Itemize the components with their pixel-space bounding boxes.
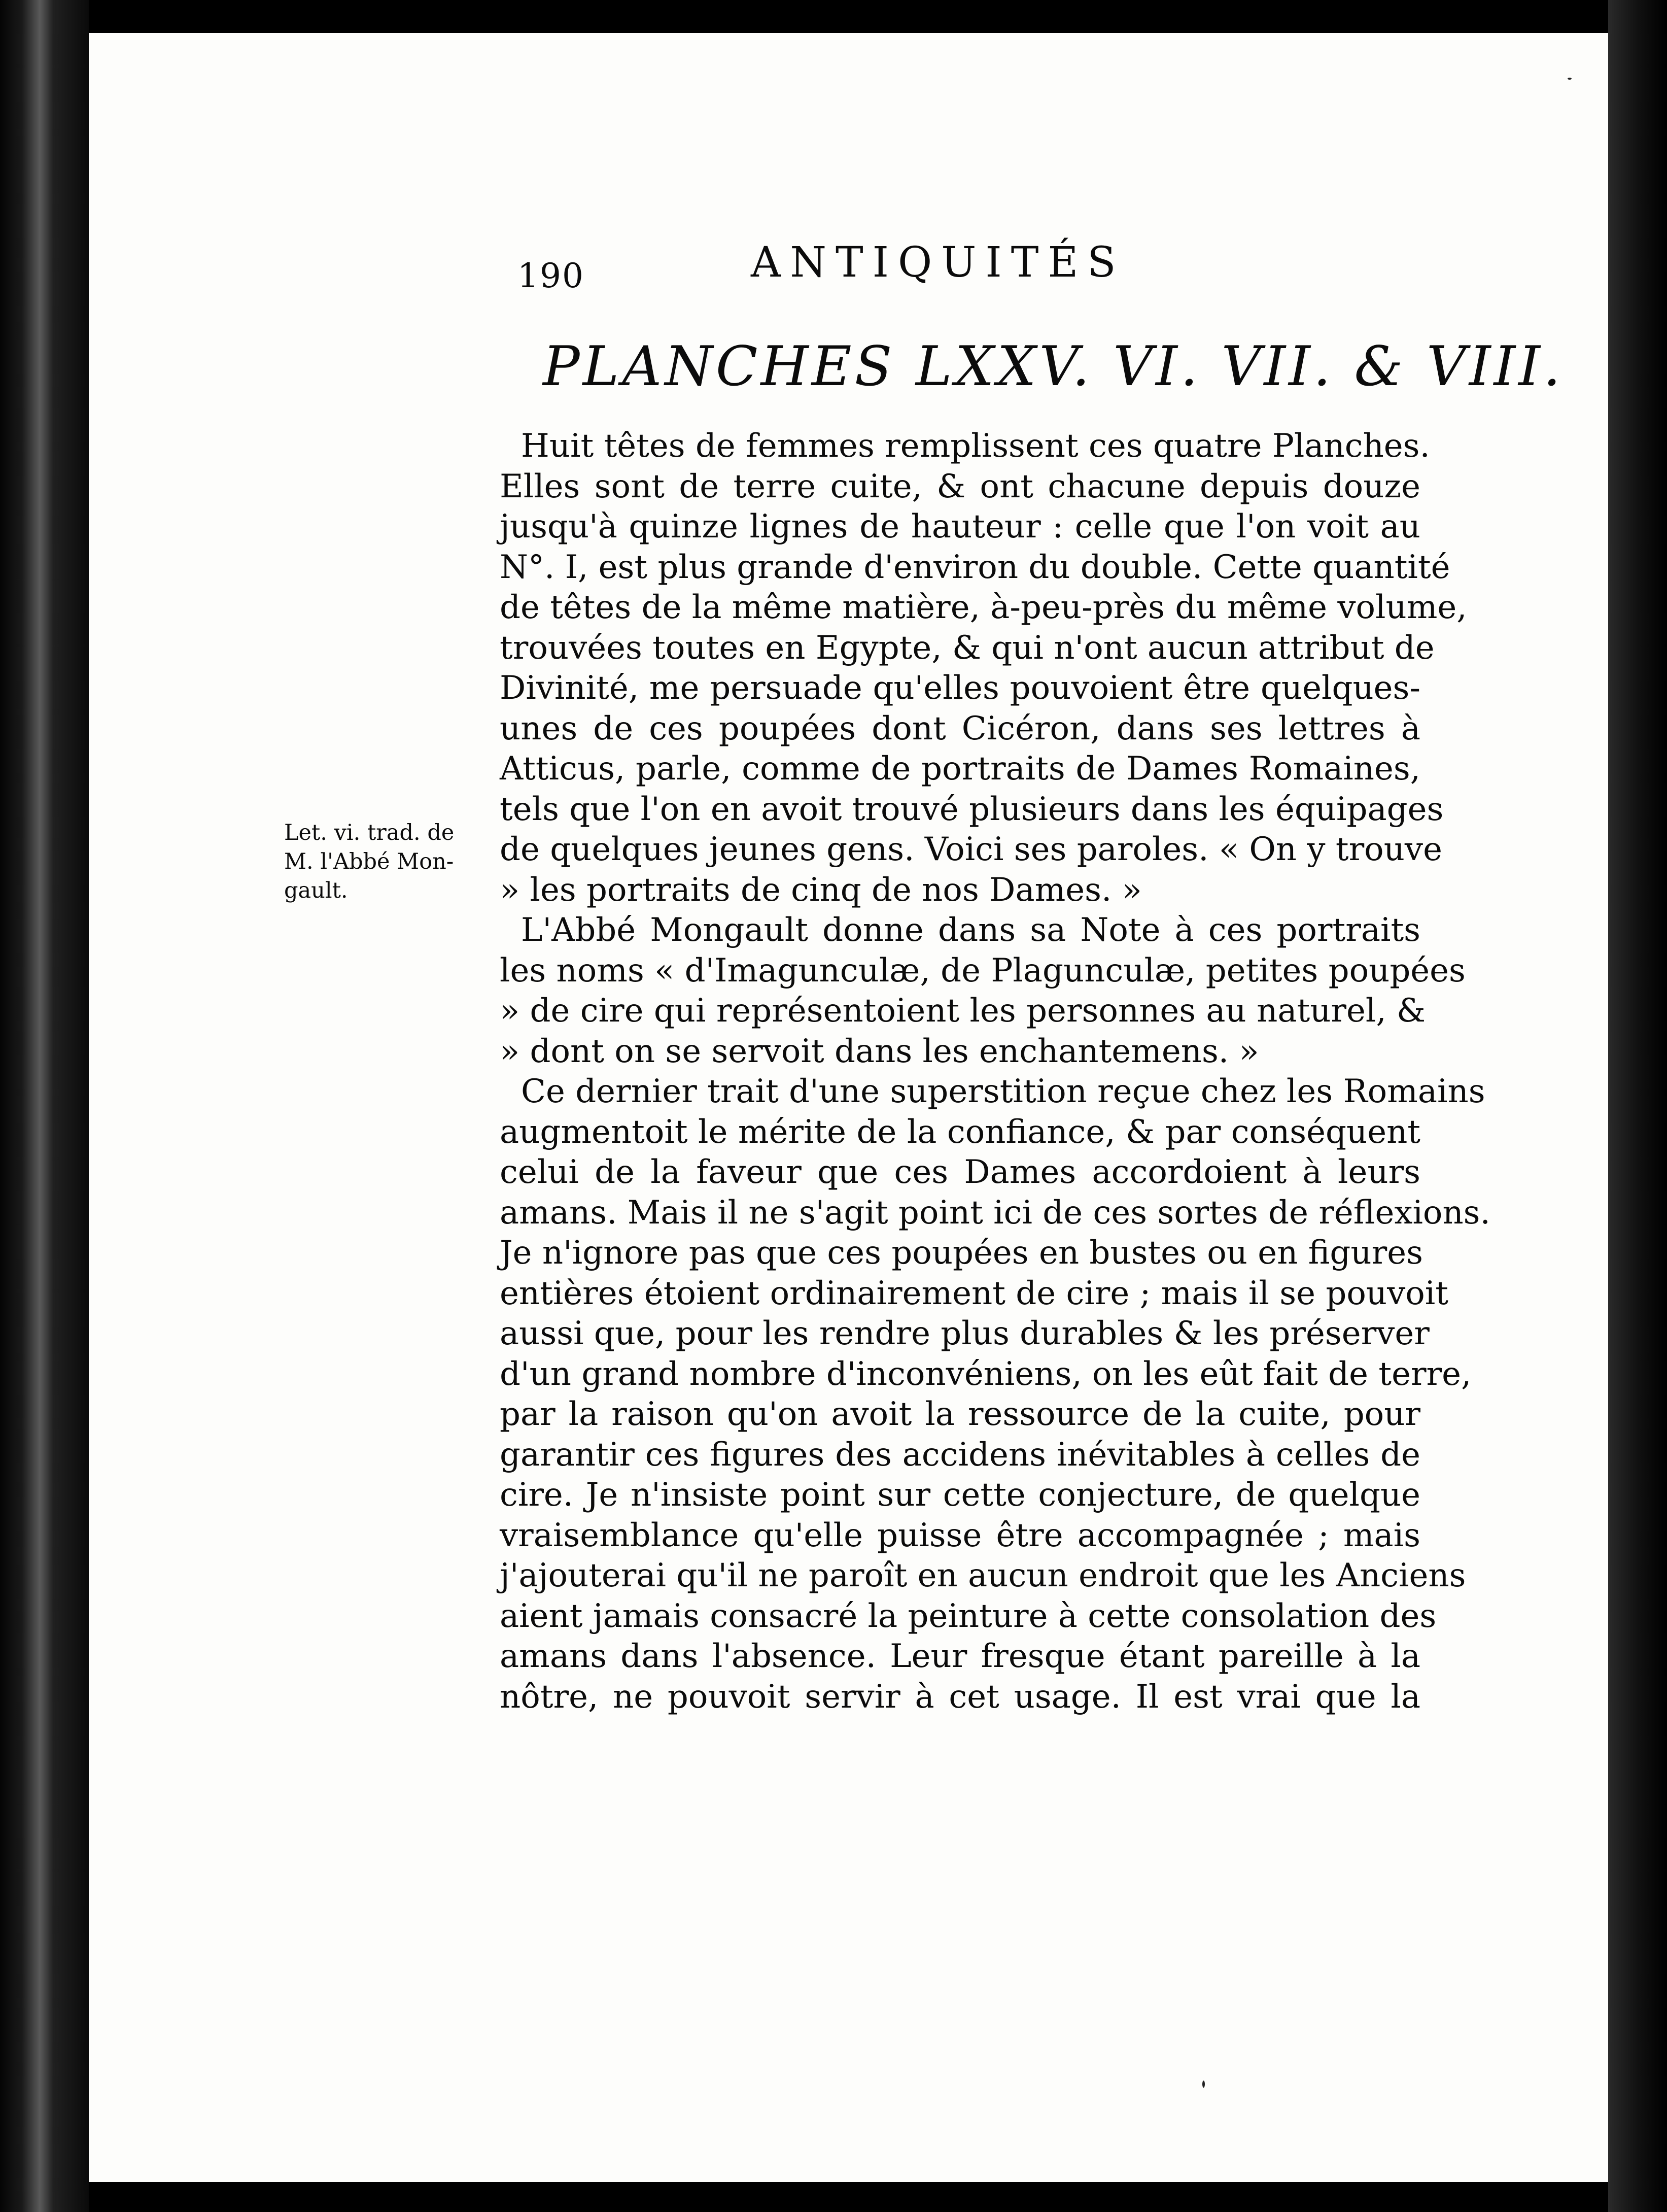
body-line: garantir ces figures des accidens inévitables à celles de <box>500 1436 1420 1474</box>
body-line: d'un grand nombre d'inconvéniens, on les eût fait de terre, <box>500 1355 1472 1393</box>
body-line: Ce dernier trait d'une superstition reçue chez les Romains <box>521 1073 1485 1110</box>
margin-note-line: gault. <box>284 878 348 903</box>
body-line: celui de la faveur que ces Dames accordoient à leurs <box>500 1153 1420 1191</box>
body-line: les noms « d'Imagunculæ, de Plagunculæ, petites poupées <box>500 951 1466 990</box>
body-line: unes de ces poupées dont Cicéron, dans ses lettres à <box>500 709 1420 747</box>
body-line: augmentoit le mérite de la confiance, & par conséquent <box>500 1113 1420 1151</box>
ink-speck <box>1568 78 1572 80</box>
page-number: 190 <box>517 256 584 295</box>
margin-note-line: M. l'Abbé Mon- <box>284 849 454 874</box>
body-line: j'ajouterai qu'il ne paroît en aucun endroit que les Anciens <box>500 1557 1466 1594</box>
plate-title: PLANCHES LXXV. VI. VII. & VIII. <box>543 335 1564 398</box>
body-line: amans. Mais il ne s'agit point ici de ces sortes de réflexions. <box>500 1194 1490 1232</box>
body-line: trouvées toutes en Egypte, & qui n'ont aucun attribut de <box>500 629 1435 667</box>
body-line: » de cire qui représentoient les personnes au naturel, & <box>500 992 1426 1030</box>
body-line: aient jamais consacré la peinture à cette consolation des <box>500 1597 1437 1635</box>
body-line: entières étoient ordinairement de cire ; mais il se pouvoit <box>500 1274 1448 1312</box>
body-line: aussi que, pour les rendre plus durables & les préserver <box>500 1315 1430 1352</box>
body-line: nôtre, ne pouvoit servir à cet usage. Il est vrai que la <box>500 1678 1420 1716</box>
margin-note <box>284 819 497 905</box>
body-line: amans dans l'absence. Leur fresque étant pareille à la <box>500 1638 1420 1675</box>
body-line: N°. I, est plus grande d'environ du double. Cette quantité <box>500 548 1450 586</box>
body-line: L'Abbé Mongault donne dans sa Note à ces portraits <box>521 911 1420 949</box>
body-line: » dont on se servoit dans les enchantemens. » <box>500 1032 1259 1070</box>
body-line: de quelques jeunes gens. Voici ses paroles. « On y trouve <box>500 831 1442 868</box>
ink-speck <box>1202 2081 1205 2088</box>
book-fore-edge <box>1608 0 1667 2212</box>
body-line: cire. Je n'insiste point sur cette conjecture, de quelque <box>500 1476 1420 1514</box>
body-text <box>500 426 1490 1717</box>
body-line: par la raison qu'on avoit la ressource de la cuite, pour <box>500 1396 1420 1433</box>
body-line: vraisemblance qu'elle puisse être accompagnée ; mais <box>500 1516 1420 1554</box>
body-line: Je n'ignore pas que ces poupées en bustes ou en figures <box>500 1234 1423 1272</box>
body-line: jusqu'à quinze lignes de hauteur : celle que l'on voit au <box>500 508 1420 546</box>
book-spine-edge <box>0 0 89 2212</box>
body-line: de têtes de la même matière, à-peu-près du même volume, <box>500 589 1467 626</box>
body-line: Elles sont de terre cuite, & ont chacune depuis douze <box>500 467 1420 505</box>
body-line: » les portraits de cinq de nos Dames. » <box>500 871 1142 909</box>
body-line: tels que l'on en avoit trouvé plusieurs dans les équipages <box>500 790 1444 828</box>
body-line: Huit têtes de femmes remplissent ces quatre Planches. <box>521 427 1430 465</box>
margin-note-line: Let. vi. trad. de <box>284 820 455 845</box>
running-head: ANTIQUITÉS <box>751 239 1125 287</box>
body-line: Atticus, parle, comme de portraits de Dames Romaines, <box>500 750 1420 788</box>
body-line: Divinité, me persuade qu'elles pouvoient être quelques- <box>500 669 1420 707</box>
